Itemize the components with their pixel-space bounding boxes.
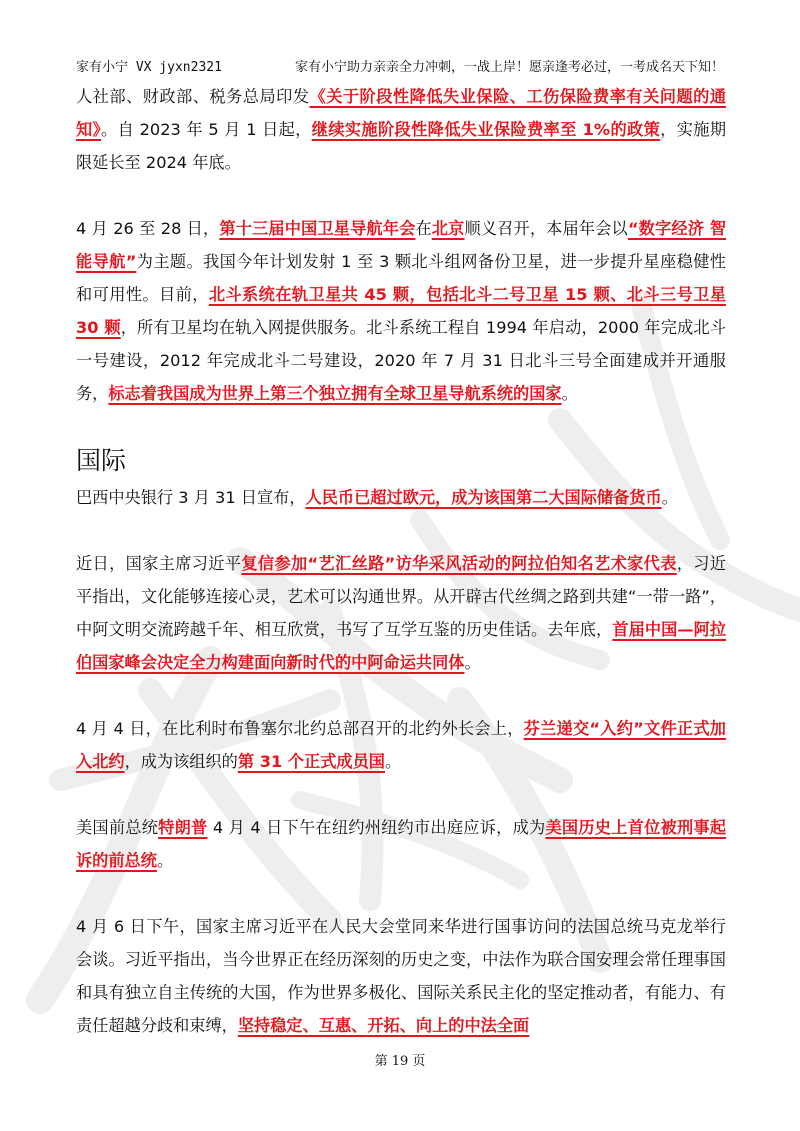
highlight-run: 继续实施阶段性降低失业保险费率至 1%的政策 [311, 120, 661, 139]
text-run: ，实施期限延长至 2024 年底。 [76, 120, 727, 172]
highlight-run: 北斗系统在轨卫星共 45 颗，包括北斗二号卫星 15 颗、北斗三号卫星 30 颗 [76, 285, 727, 337]
section-title-international: 国际 [76, 446, 127, 475]
highlight-run: 首届中国—阿拉伯国家峰会决定全力构建面向新时代的中阿命运共同体 [76, 620, 727, 672]
text-run: ，成为该组织的 [124, 752, 238, 771]
paragraph-arab-artists [76, 547, 726, 679]
highlight-run: 芬兰递交“入约”文件正式加入北约 [76, 719, 726, 771]
text-run: 为主题。我国今年计划发射 1 至 3 颗北斗组网备份卫星，进一步提升星座稳健性和可用性。目前， [76, 252, 726, 304]
highlight-run: 复信参加“艺汇丝路”访华采风活动的阿拉伯知名艺术家代表 [241, 554, 677, 573]
paragraph-brazil-rmb [76, 481, 726, 514]
text-run: 近日，国家主席习近平 [76, 554, 242, 573]
text-run: 。 [385, 752, 402, 771]
document-body [76, 80, 726, 1075]
text-run: ，习近平指出，文化能够连接心灵，艺术可以沟通世界。从开辟古代丝绸之路到共建“一带一路”，中阿文明交流跨越千年、相互欣赏，书写了互学互鉴的历史佳话。去年底， [76, 554, 727, 639]
paragraph-trump [76, 811, 726, 877]
page-number: 第 19 页 [374, 1054, 426, 1069]
page-header [76, 56, 724, 76]
highlight-run: 第 31 个正式成员国 [237, 752, 385, 771]
highlight-run: 北京 [431, 219, 465, 238]
highlight-run: 标志着我国成为世界上第三个独立拥有全球卫星导航系统的国家 [108, 384, 562, 403]
highlight-run: 第十三届中国卫星导航年会 [219, 219, 416, 238]
text-run: 人社部、财政部、税务总局印发 [76, 87, 310, 106]
highlight-run: 坚持稳定、互惠、开拓、向上的中法全面 [237, 1016, 530, 1035]
text-run: 。 [661, 488, 678, 507]
text-run: 4 月 6 日下午，国家主席习近平在人民大会堂同来华进行国事访问的法国总统马克龙举行会谈。习近平指出，当今世界正在经历深刻的历史之变，中法作为联合国安理会常任理事国和具有独立自主传统的大国，作为世界多极化、国际关系民主化的坚定推动者，有能力、有责任超越分歧和束缚， [76, 917, 726, 1035]
text-run: 。 [156, 851, 174, 870]
text-run: 4 月 4 日下午在纽约州纽约市出庭应诉，成为 [207, 818, 546, 837]
text-run: 。 [561, 384, 578, 403]
highlight-run: 人民币已超过欧元，成为该国第二大国际储备货币 [305, 488, 662, 507]
highlight-run: 特朗普 [158, 818, 208, 837]
text-run: 4 月 4 日，在比利时布鲁塞尔北约总部召开的北约外长会上， [76, 719, 524, 738]
text-run: ，所有卫星均在轨入网提供服务。北斗系统工程自 1994 年启动，2000 年完成北斗一号建设，2012 年完成北斗二号建设，2020 年 7 月 31 日北斗三号全面建成并开通服务， [76, 318, 726, 403]
paragraph-unemployment-insurance [76, 80, 726, 179]
text-run: 。 [464, 653, 481, 672]
paragraph-beidou [76, 212, 726, 410]
header-left-text: 家有小宁 VX jyxn2321 [76, 60, 222, 75]
text-run: 。自 2023 年 5 月 1 日起， [101, 120, 312, 139]
text-run: 美国前总统 [76, 818, 159, 837]
paragraph-macron-visit [76, 910, 726, 1042]
header-right-slogan: 家有小宁助力亲亲全力冲刺，一战上岸！愿亲逢考必过，一考成名天下知！ [294, 60, 724, 75]
text-run: 巴西中央银行 3 月 31 日宣布， [76, 488, 306, 507]
paragraph-finland-nato [76, 712, 726, 778]
text-run: 顺义召开，本届年会以 [464, 219, 628, 238]
text-run: 在 [415, 219, 432, 238]
highlight-run: “数字经济 智能导航” [76, 219, 727, 271]
highlight-run: 《关于阶段性降低失业保险、工伤保险费率有关问题的通知》 [76, 87, 727, 139]
text-run: 4 月 26 至 28 日， [76, 219, 220, 238]
highlight-run: 美国历史上首位被刑事起诉的前总统 [76, 818, 727, 870]
